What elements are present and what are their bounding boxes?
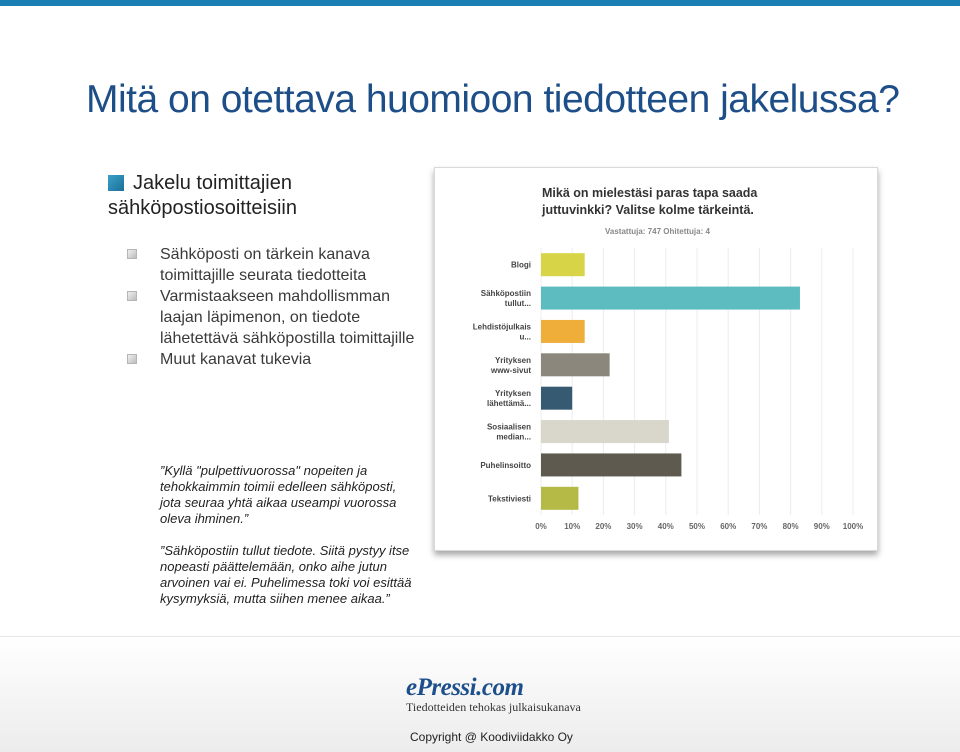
y-category-label: Sosiaalisen median... [486, 422, 531, 442]
y-category-label: Puhelinsoitto [480, 460, 531, 470]
epressi-logo[interactable]: ePressi.com [406, 674, 524, 701]
bar [541, 453, 681, 476]
quote-1: ”Kyllä "pulpettivuorossa" nopeiten ja tehokkaimmin toimii edelleen sähköposti, jota seuraa yhtä aikaa useampi vuorossa oleva ihminen.” [160, 463, 397, 526]
survey-chart [434, 167, 878, 551]
bar [541, 487, 578, 510]
bullet-square-icon [127, 291, 137, 301]
top-accent-bar [0, 0, 960, 6]
logo-tagline: Tiedotteiden tehokas julkaisukanava [406, 700, 581, 714]
y-category-label: Yrityksen lähettämä... [486, 389, 531, 409]
bullet-text: Muut kanavat tukevia [160, 351, 312, 368]
bullet-text: Sähköposti on tärkein kanava toimittajille seurata tiedotteita [160, 246, 370, 284]
y-category-label: Tekstiviesti [488, 494, 531, 504]
y-category-label: Yrityksen www-sivut [490, 355, 531, 375]
heading-line-2: sähköpostiosoitteisiin [108, 197, 297, 219]
bar [541, 287, 800, 310]
bar-chart-svg [435, 168, 879, 552]
copyright-text: Copyright @ Koodiviidakko Oy [410, 730, 573, 744]
bullet-square-icon [127, 249, 137, 259]
bar [541, 387, 572, 410]
x-tick-label: 50% [688, 522, 706, 531]
bullet-item [126, 244, 436, 286]
x-tick-label: 60% [720, 522, 737, 531]
x-tick-label: 10% [564, 522, 581, 531]
bullet-item [126, 286, 436, 349]
bar [541, 420, 669, 443]
x-tick-label: 70% [751, 522, 768, 531]
chart-meta: Vastattuja: 747 Ohitettuja: 4 [605, 227, 710, 236]
y-category-label: Sähköpostiin tullut... [480, 289, 531, 309]
x-tick-label: 100% [842, 522, 864, 531]
chart-title: Mikä on mielestäsi paras tapa saada juttuvinkki? Valitse kolme tärkeintä. [542, 186, 758, 217]
bar [541, 320, 585, 343]
bullet-item [126, 349, 436, 370]
x-tick-label: 80% [782, 522, 799, 531]
slide-title: Mitä on otettava huomioon tiedotteen jakelussa? [86, 78, 900, 121]
x-tick-label: 30% [626, 522, 643, 531]
bar [541, 353, 610, 376]
bullet-square-icon [127, 354, 137, 364]
quote-2: ”Sähköpostiin tullut tiedote. Siitä pystyy itse nopeasti päättelemään, onko aihe jutun arvoinen vai ei. Puhelimessa toki voi esittää kysymyksiä, mutta siihen menee aikaa.” [160, 543, 412, 606]
x-tick-label: 40% [657, 522, 674, 531]
x-tick-label: 90% [813, 522, 830, 531]
y-category-label: Blogi [511, 260, 531, 270]
heading-line-1: Jakelu toimittajien [133, 172, 292, 194]
y-category-label: Lehdistöjulkais u... [472, 322, 531, 342]
bullet-text: Varmistaakseen mahdollismman laajan läpimenon, on tiedote lähetettävä sähköpostilla toimittajille [160, 288, 415, 347]
bullet-list [126, 244, 436, 370]
square-bullet-icon [108, 175, 124, 191]
section-heading [108, 171, 428, 221]
x-tick-label: 0% [535, 522, 547, 531]
x-tick-label: 20% [595, 522, 612, 531]
bar [541, 253, 585, 276]
